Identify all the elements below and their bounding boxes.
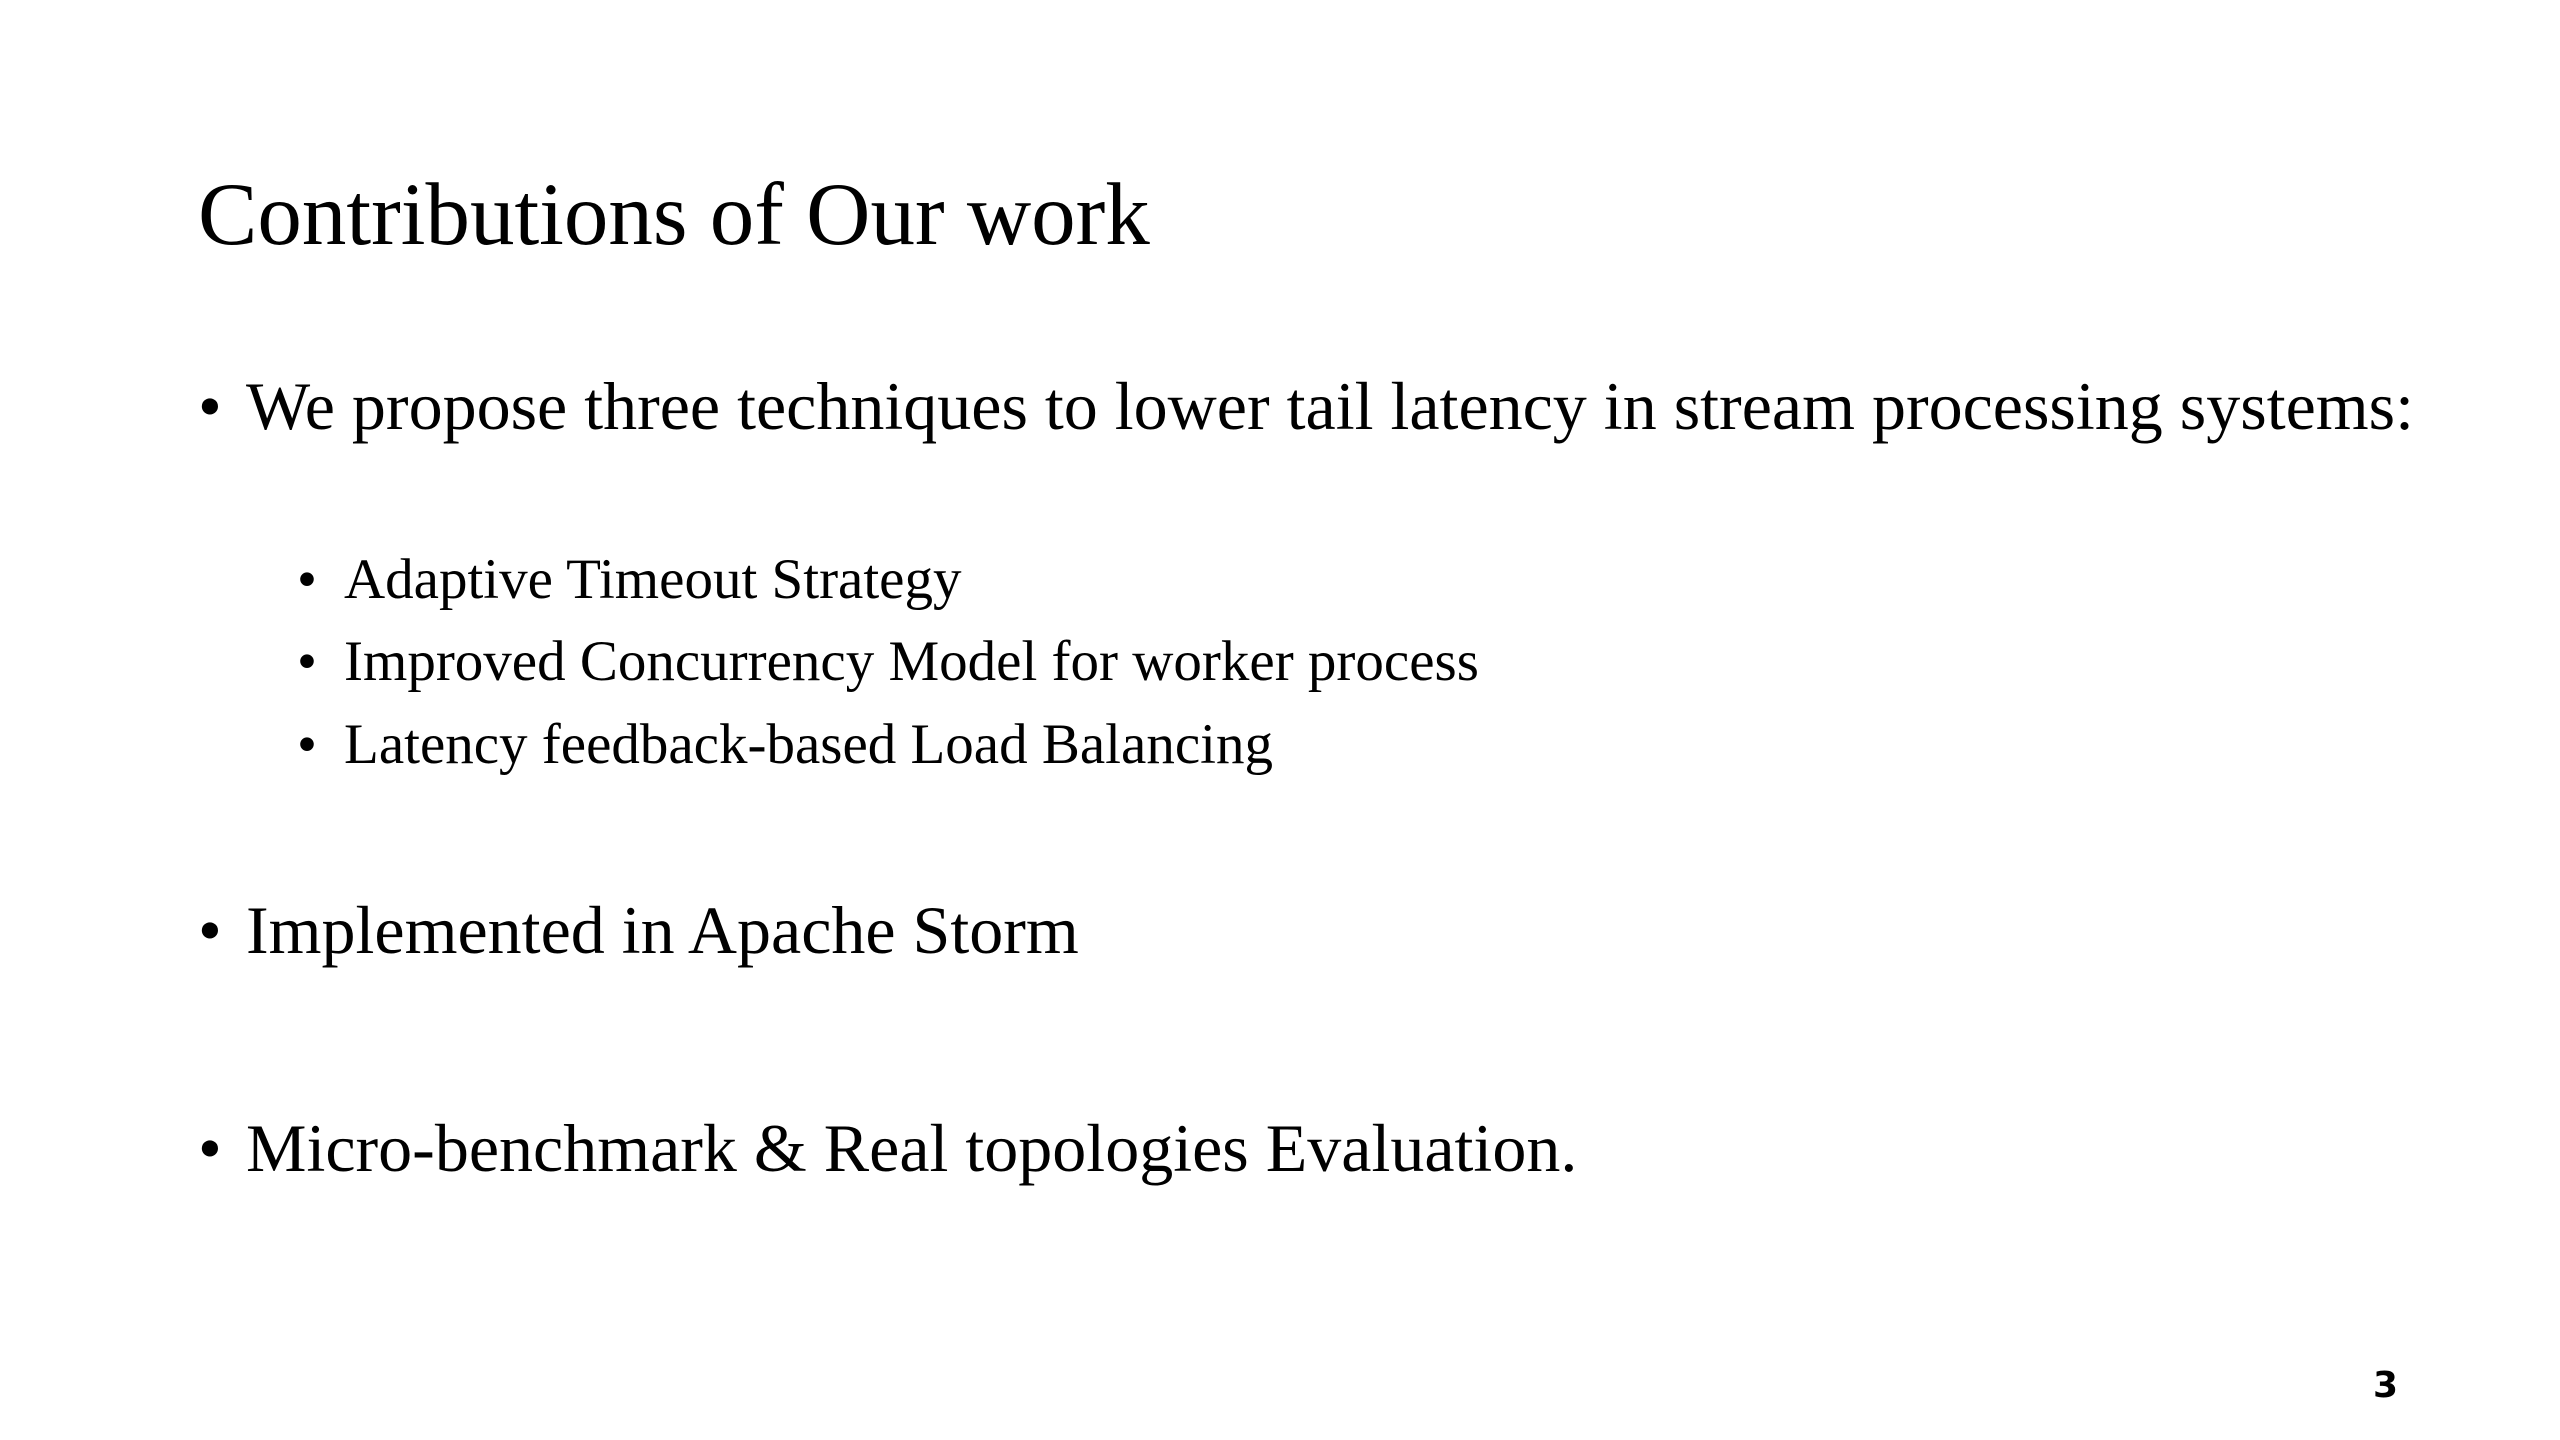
sub-bullet-text: Adaptive Timeout Strategy bbox=[344, 548, 962, 611]
sub-bullet-point-icon: • bbox=[297, 713, 317, 776]
bullet-point-icon: • bbox=[198, 1110, 222, 1186]
bullet-text: Micro-benchmark & Real topologies Evaluation. bbox=[246, 1110, 1578, 1186]
bullet-text: Implemented in Apache Storm bbox=[246, 892, 1079, 968]
sub-bullet-item-adaptive-timeout bbox=[297, 546, 961, 614]
slide-title: Contributions of Our work bbox=[198, 166, 1150, 264]
sub-bullet-point-icon: • bbox=[297, 548, 317, 611]
bullet-item-apache-storm bbox=[198, 890, 2418, 971]
sub-bullet-item-load-balancing bbox=[297, 711, 1273, 779]
bullet-point-icon: • bbox=[198, 892, 222, 968]
page-number: 3 bbox=[2372, 1365, 2398, 1406]
bullet-text: We propose three techniques to lower tail latency in stream processing systems: bbox=[246, 368, 2415, 444]
sub-bullet-point-icon: • bbox=[297, 630, 317, 693]
bullet-point-icon: • bbox=[198, 368, 222, 444]
sub-bullet-text: Improved Concurrency Model for worker process bbox=[344, 630, 1479, 693]
sub-bullet-item-concurrency-model bbox=[297, 628, 1479, 696]
bullet-item-techniques bbox=[198, 366, 2418, 447]
sub-bullet-text: Latency feedback-based Load Balancing bbox=[344, 713, 1273, 776]
bullet-item-evaluation bbox=[198, 1108, 2418, 1189]
